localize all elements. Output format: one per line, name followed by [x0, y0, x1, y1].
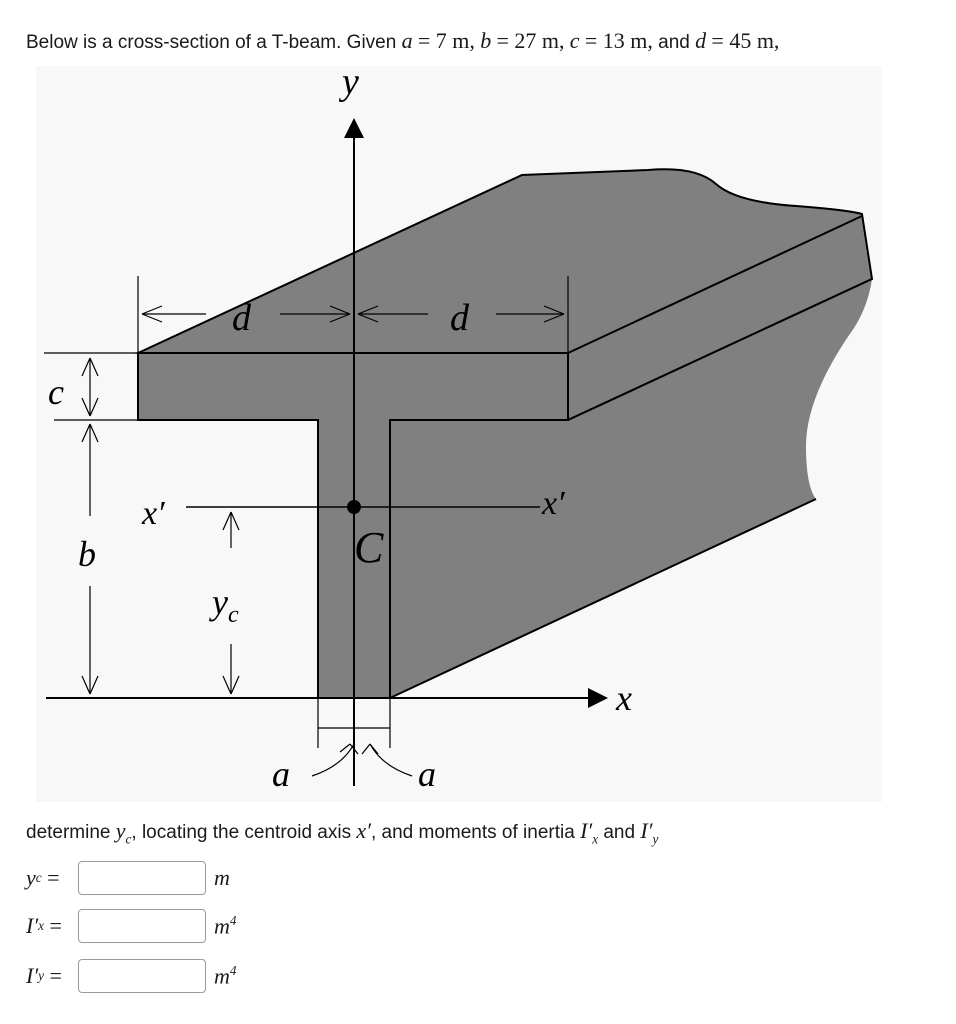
c-value: = 13 m, — [584, 28, 653, 53]
d-right-label: d — [450, 297, 469, 339]
x-prime-right-label: x′ — [542, 485, 565, 522]
t-beam-figure — [36, 66, 882, 802]
d-left-label: d — [232, 297, 251, 339]
b-label: b — [78, 534, 96, 574]
unit-yc: m — [214, 865, 230, 890]
answer-row-iy — [26, 956, 236, 996]
c-label: c — [48, 372, 64, 412]
a-right-label: a — [418, 754, 436, 794]
ix-input[interactable] — [78, 909, 206, 943]
iy-input[interactable] — [78, 959, 206, 993]
question-text — [26, 818, 658, 847]
d-value: = 45 m, — [711, 28, 780, 53]
x-axis-label: x — [616, 678, 632, 718]
unit-ix: $m^4$ — [214, 912, 237, 939]
unit-iy: $m^4$ — [214, 962, 237, 989]
question-prefix: determine — [26, 822, 116, 843]
answer-row-yc — [26, 858, 230, 898]
intro-and: and — [652, 32, 696, 53]
c-symbol: c — [569, 28, 580, 53]
y-axis-label: y — [342, 66, 359, 103]
a-left-label: a — [272, 754, 290, 794]
question-and: and — [598, 822, 641, 843]
xprime-symbol: x′ — [356, 818, 371, 843]
answer-label-ix: I′ x = — [26, 913, 62, 938]
yc-label: $y_c$ — [212, 582, 239, 628]
question-mid2: , and moments of inertia — [370, 822, 581, 843]
answer-label-yc: y c = — [26, 865, 60, 890]
question-mid: , locating the centroid axis — [131, 822, 357, 843]
yc-input[interactable] — [78, 861, 206, 895]
centroid-label: C — [354, 523, 384, 572]
problem-statement — [26, 28, 779, 54]
iy-symbol: $I'_y$ — [640, 818, 659, 847]
yc-symbol: $y_c$ — [115, 818, 132, 847]
answer-row-ix — [26, 906, 236, 946]
d-symbol: d — [695, 28, 707, 53]
x-prime-left-label: x′ — [142, 495, 165, 532]
b-symbol: b — [480, 28, 492, 53]
a-symbol: a — [401, 28, 413, 53]
a-value: = 7 m, — [417, 28, 475, 53]
centroid-point — [347, 500, 361, 514]
intro-prefix: Below is a cross-section of a T-beam. Given — [26, 32, 402, 53]
ix-symbol: $I'_x$ — [580, 818, 599, 847]
answer-label-iy: I′ y = — [26, 963, 62, 988]
b-value: = 27 m, — [496, 28, 565, 53]
